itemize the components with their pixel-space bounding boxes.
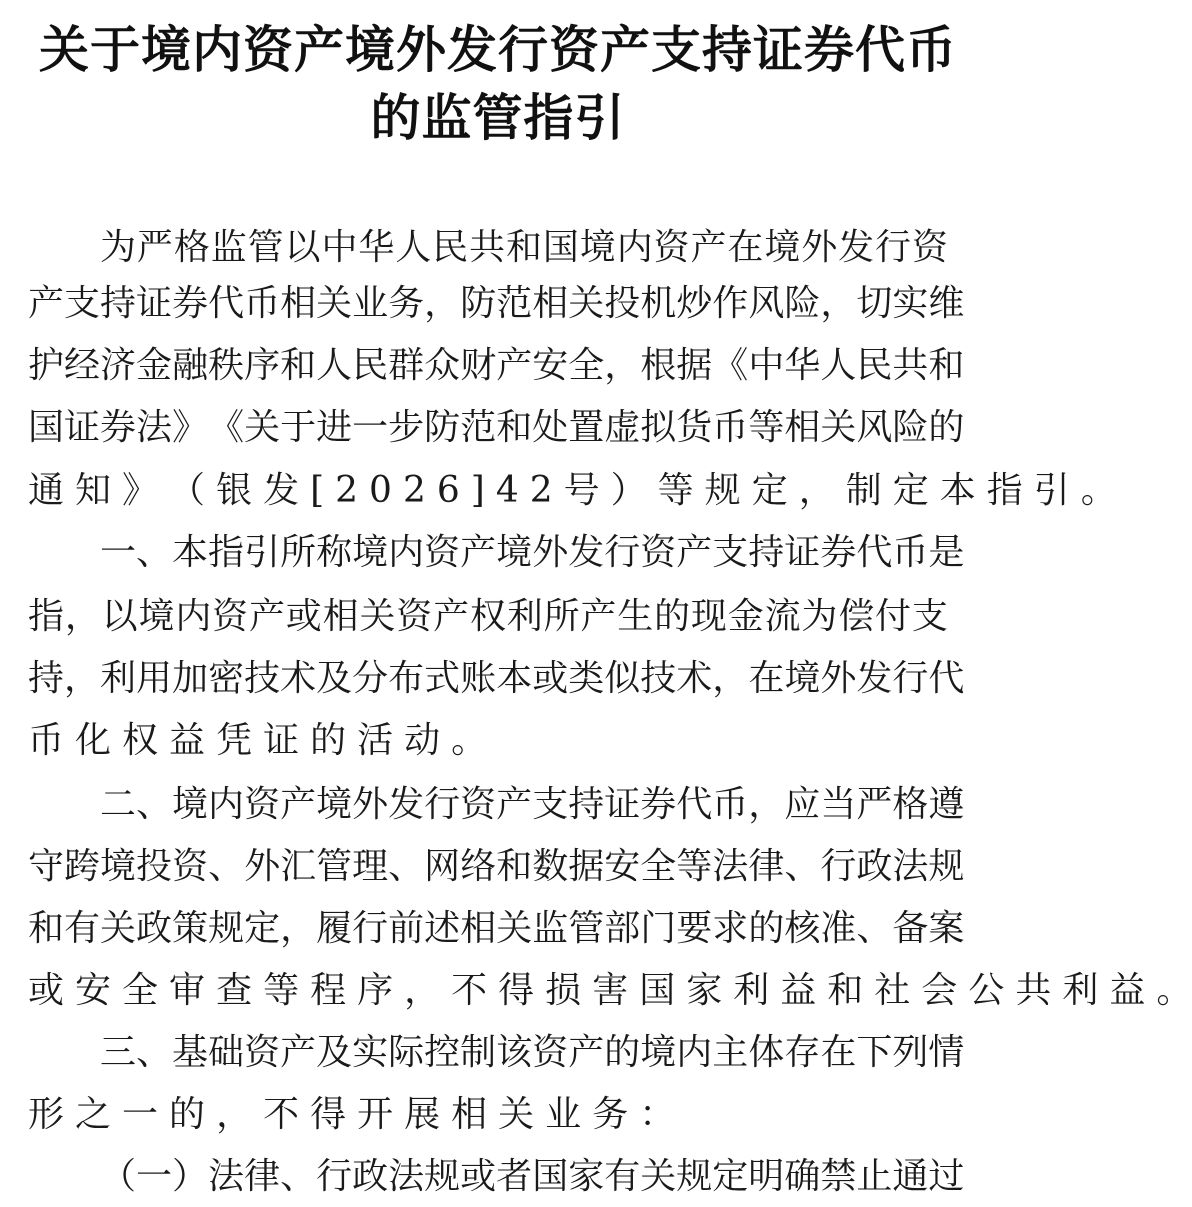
body-line: 国 证 券 法 》 《 关 于 进 一 步 防 范 和 处 置 虚 拟 货 币 等 相 关 风 险 的 [28, 407, 965, 448]
body-line: 和 有 关 政 策 规 定 ， 履 行 前 述 相 关 监 管 部 门 要 求 的 核 准 、 备 案 [28, 908, 965, 949]
body-line: 币 化 权 益 凭 证 的 活 动 。 [28, 720, 488, 761]
body-line: （ 一 ） 法 律 、 行 政 法 规 或 者 国 家 有 关 规 定 明 确 禁 止 通 过 [100, 1156, 965, 1197]
body-line: 一 、 本 指 引 所 称 境 内 资 产 境 外 发 行 资 产 支 持 证 券 代 币 是 [100, 532, 965, 573]
body-line: 二 、 境 内 资 产 境 外 发 行 资 产 支 持 证 券 代 币 ， 应 当 严 格 遵 [100, 784, 965, 825]
body-line: 为 严 格 监 管 以 中 华 人 民 共 和 国 境 内 资 产 在 境 外 发 行 资 [100, 227, 948, 268]
body-line: 指 ， 以 境 内 资 产 或 相 关 资 产 权 利 所 产 生 的 现 金 流 为 偿 付 支 [28, 596, 948, 637]
body-line: 形 之 一 的 ， 不 得 开 展 相 关 业 务 ： [28, 1094, 676, 1135]
body-line: 或 安 全 审 查 等 程 序 ， 不 得 损 害 国 家 利 益 和 社 会 公 共 利 益 。 [28, 970, 1192, 1011]
body-line: 持 ， 利 用 加 密 技 术 及 分 布 式 账 本 或 类 似 技 术 ， 在 境 外 发 行 代 [28, 658, 965, 699]
body-line: 守 跨 境 投 资 、 外 汇 管 理 、 网 络 和 数 据 安 全 等 法 律 、 行 政 法 规 [28, 846, 965, 887]
body-line: 通 知 》 （ 银 发 [ 2 0 2 6 ] 4 2 号 ） 等 规 定 ， 制 定 本 指 引 。 [28, 470, 1117, 511]
body-line: 护 经 济 金 融 秩 序 和 人 民 群 众 财 产 安 全 ， 根 据 《 中 华 人 民 共 和 [28, 345, 965, 386]
document-title-line-1: 关于境内资产境外发行资产支持证券代币 [39, 20, 957, 79]
body-line: 三 、 基 础 资 产 及 实 际 控 制 该 资 产 的 境 内 主 体 存 在 下 列 情 [100, 1032, 965, 1073]
document-title-line-2: 的监管指引 [370, 88, 626, 147]
body-line: 产 支 持 证 券 代 币 相 关 业 务 ， 防 范 相 关 投 机 炒 作 风 险 ， 切 实 维 [28, 283, 965, 324]
